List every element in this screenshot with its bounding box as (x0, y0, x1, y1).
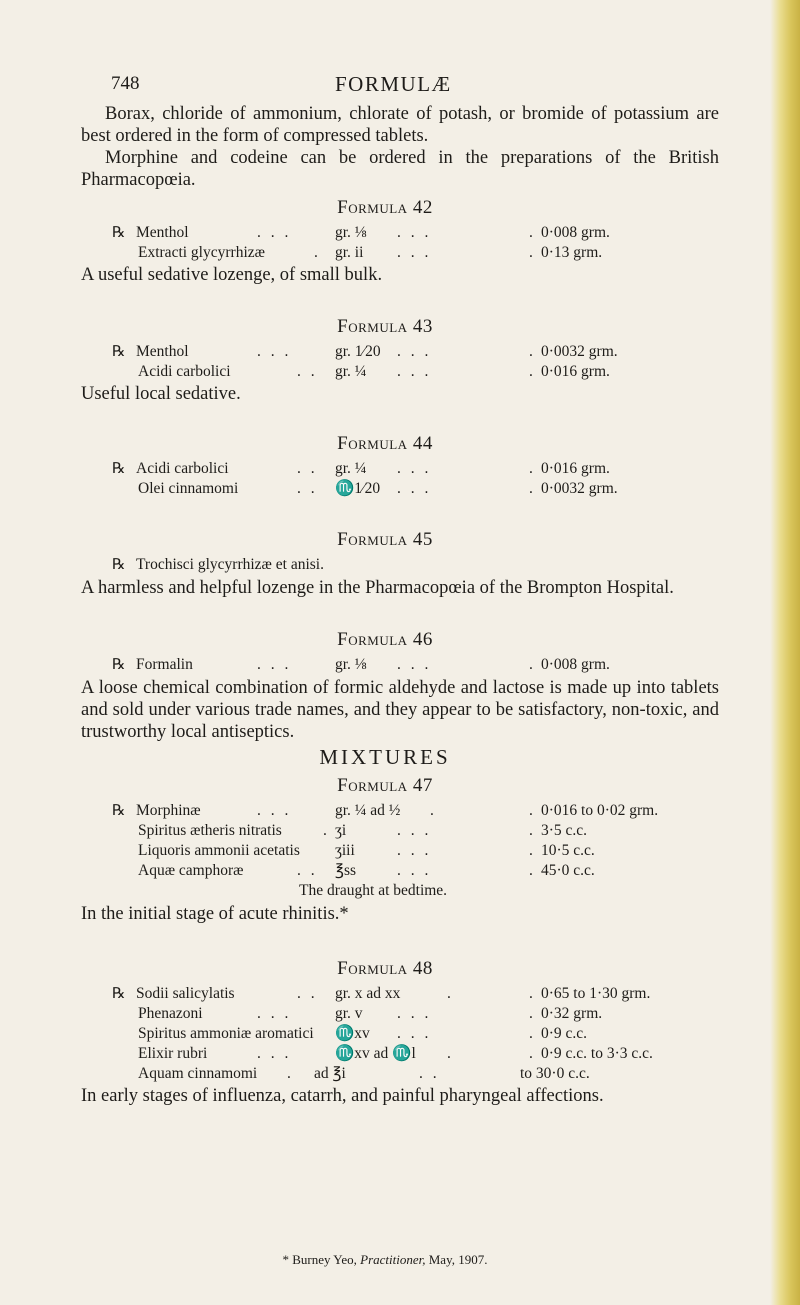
formula-48-row-2: Phenazoni . . . gr. v . . . . 0·32 grm. (138, 1005, 603, 1022)
formula-43-heading: Formula 43 (337, 316, 433, 337)
formula-45-note: A harmless and helpful lozenge in the Pharmacopœia of the Brompton Hospital. (81, 578, 674, 598)
metric-dose: 0·0032 grm. (541, 343, 618, 360)
ingredient: Sodii salicylatis (136, 985, 235, 1002)
formula-42-row-1: ℞ Menthol . . . gr. ⅛ . . . . 0·008 grm. (112, 224, 610, 241)
formula-48-row-3: Spiritus ammoniæ aromatici ♏xv . . . . 0·9 c.c. (138, 1025, 588, 1042)
formula-46-heading: Formula 46 (337, 629, 433, 650)
ingredient: Elixir rubri (138, 1045, 208, 1062)
formula-46-row-1: ℞ Formalin . . . gr. ⅛ . . . . 0·008 grm. (112, 656, 610, 673)
dose: gr. ⅛ (335, 656, 367, 673)
recipe-symbol: ℞ (112, 803, 126, 819)
dose: gr. 1⁄20 (335, 343, 381, 360)
metric-dose: 0·016 grm. (541, 363, 610, 380)
ingredient: Acidi carbolici (136, 460, 229, 477)
ingredient: Extracti glycyrrhizæ (138, 244, 265, 261)
dose: gr. v (335, 1005, 363, 1022)
metric-dose: 0·008 grm. (541, 656, 610, 673)
dose: ♏xv ad ♏l (335, 1045, 416, 1062)
ingredient: Liquoris ammonii acetatis (138, 842, 300, 859)
metric-dose: 0·016 grm. (541, 460, 610, 477)
formula-45-row (0, 555, 770, 575)
dose: gr. ii (335, 244, 364, 261)
dose: ʒi (335, 822, 347, 839)
formula-42-note: A useful sedative lozenge, of small bulk. (81, 265, 383, 285)
formula-43-note: Useful local sedative. (81, 384, 241, 404)
page-edge-shading (770, 0, 800, 1305)
ingredient: Spiritus ætheris nitratis (138, 822, 282, 839)
formula-48-row-1: ℞ Sodii salicylatis . . gr. x ad xx . . 0·65 to 1·30 grm. (112, 985, 651, 1002)
recipe-symbol: ℞ (112, 225, 126, 241)
formula-44-heading: Formula 44 (337, 433, 433, 454)
ingredient: Trochisci glycyrrhizæ et anisi. (136, 556, 324, 573)
formula-47-row-3: Liquoris ammonii acetatis ʒiii . . . . 10·5 c.c. (138, 842, 595, 859)
mixtures-heading: MIXTURES (319, 745, 451, 769)
dose: ℥ss (335, 862, 357, 879)
metric-dose: 0·0032 grm. (541, 480, 618, 497)
formula-43-row-2: Acidi carbolici . . gr. ¼ . . . . 0·016 grm. (138, 363, 610, 380)
ingredient: Menthol (136, 224, 189, 241)
formula-47-row-2: Spiritus ætheris nitratis . ʒi . . . . 3·5 c.c. (138, 822, 588, 839)
formula-44-row-2: Olei cinnamomi . . ♏1⁄20 . . . . 0·0032 grm. (138, 480, 618, 497)
metric-dose: 0·65 to 1·30 grm. (541, 985, 651, 1002)
metric-dose: 0·016 to 0·02 grm. (541, 802, 659, 819)
page-number: 748 (111, 73, 140, 94)
metric-dose: to 30·0 c.c. (520, 1065, 590, 1082)
metric-dose: 0·9 c.c. (541, 1025, 588, 1042)
ingredient: Acidi carbolici (138, 363, 231, 380)
formula-48-row-5: Aquam cinnamomi . ad ℥i . . to 30·0 c.c. (138, 1065, 590, 1082)
dose: gr. ⅛ (335, 224, 367, 241)
recipe-symbol: ℞ (112, 986, 126, 1002)
ingredient: Formalin (136, 656, 193, 673)
formula-46-note: A loose chemical combination of formic aldehyde and lactose is made up into tablets and sold under various trade names, and they appear to be satisfactory, non-toxic, and trustworthy local antiseptics. (81, 678, 719, 742)
dose: gr. ¼ (335, 363, 367, 380)
formula-48-heading: Formula 48 (337, 958, 433, 979)
formula-47-row-1: ℞ Morphinæ . . . gr. ¼ ad ½ . . 0·016 to 0·02 grm. (112, 802, 659, 819)
intro-paragraph-2: Morphine and codeine can be ordered in the preparations of the British Pharmacopœia. (81, 148, 719, 190)
metric-dose: 0·32 grm. (541, 1005, 603, 1022)
intro-paragraph-1: Borax, chloride of ammonium, chlorate of potash, or bromide of potassium are best ordered in the form of compressed tablets. (81, 104, 719, 146)
formula-42-row-2: Extracti glycyrrhizæ . gr. ii . . . . 0·13 grm. (138, 244, 603, 261)
footnote: * Burney Yeo, Practitioner, May, 1907. (282, 1252, 488, 1267)
ingredient: Phenazoni (138, 1005, 203, 1022)
metric-dose: 45·0 c.c. (541, 862, 595, 879)
formula-48-row-4: Elixir rubri . . . ♏xv ad ♏l . . 0·9 c.c. to 3·3 c.c. (138, 1045, 653, 1062)
dose: ♏1⁄20 (335, 480, 381, 497)
formula-48-note: In early stages of influenza, catarrh, and painful pharyngeal affections. (81, 1086, 604, 1106)
metric-dose: 3·5 c.c. (541, 822, 588, 839)
ingredient: Aquam cinnamomi (138, 1065, 258, 1082)
ingredient: Morphinæ (136, 802, 201, 819)
running-title: FORMULÆ (335, 72, 452, 96)
formula-44-row-1: ℞ Acidi carbolici . . gr. ¼ . . . . 0·016 grm. (112, 460, 610, 477)
ingredient: Spiritus ammoniæ aromatici (138, 1025, 314, 1042)
metric-dose: 0·13 grm. (541, 244, 603, 261)
dose: ad ℥i (314, 1065, 346, 1082)
metric-dose: 10·5 c.c. (541, 842, 595, 859)
dose: ♏xv (335, 1025, 370, 1042)
recipe-symbol: ℞ (112, 344, 126, 360)
dose: ʒiii (335, 842, 355, 859)
recipe-symbol: ℞ (112, 557, 126, 573)
dose: gr. ¼ ad ½ (335, 802, 401, 819)
formula-42-heading: Formula 42 (337, 197, 433, 218)
formula-45-heading: Formula 45 (337, 529, 433, 550)
metric-dose: 0·9 c.c. to 3·3 c.c. (541, 1045, 653, 1062)
dose: gr. x ad xx (335, 985, 401, 1002)
ingredient: Menthol (136, 343, 189, 360)
ingredient: Aquæ camphoræ (138, 862, 244, 879)
recipe-symbol: ℞ (112, 657, 126, 673)
metric-dose: 0·008 grm. (541, 224, 610, 241)
dose: gr. ¼ (335, 460, 367, 477)
formula-43-row-1: ℞ Menthol . . . gr. 1⁄20 . . . . 0·0032 grm. (112, 343, 618, 360)
formula-47-heading: Formula 47 (337, 775, 433, 796)
formula-47-row-4: Aquæ camphoræ . . ℥ss . . . . 45·0 c.c. (138, 862, 595, 879)
recipe-symbol: ℞ (112, 461, 126, 477)
formula-47-direction: The draught at bedtime. (299, 882, 448, 899)
ingredient: Olei cinnamomi (138, 480, 239, 497)
formula-47-note: In the initial stage of acute rhinitis.* (81, 904, 349, 924)
